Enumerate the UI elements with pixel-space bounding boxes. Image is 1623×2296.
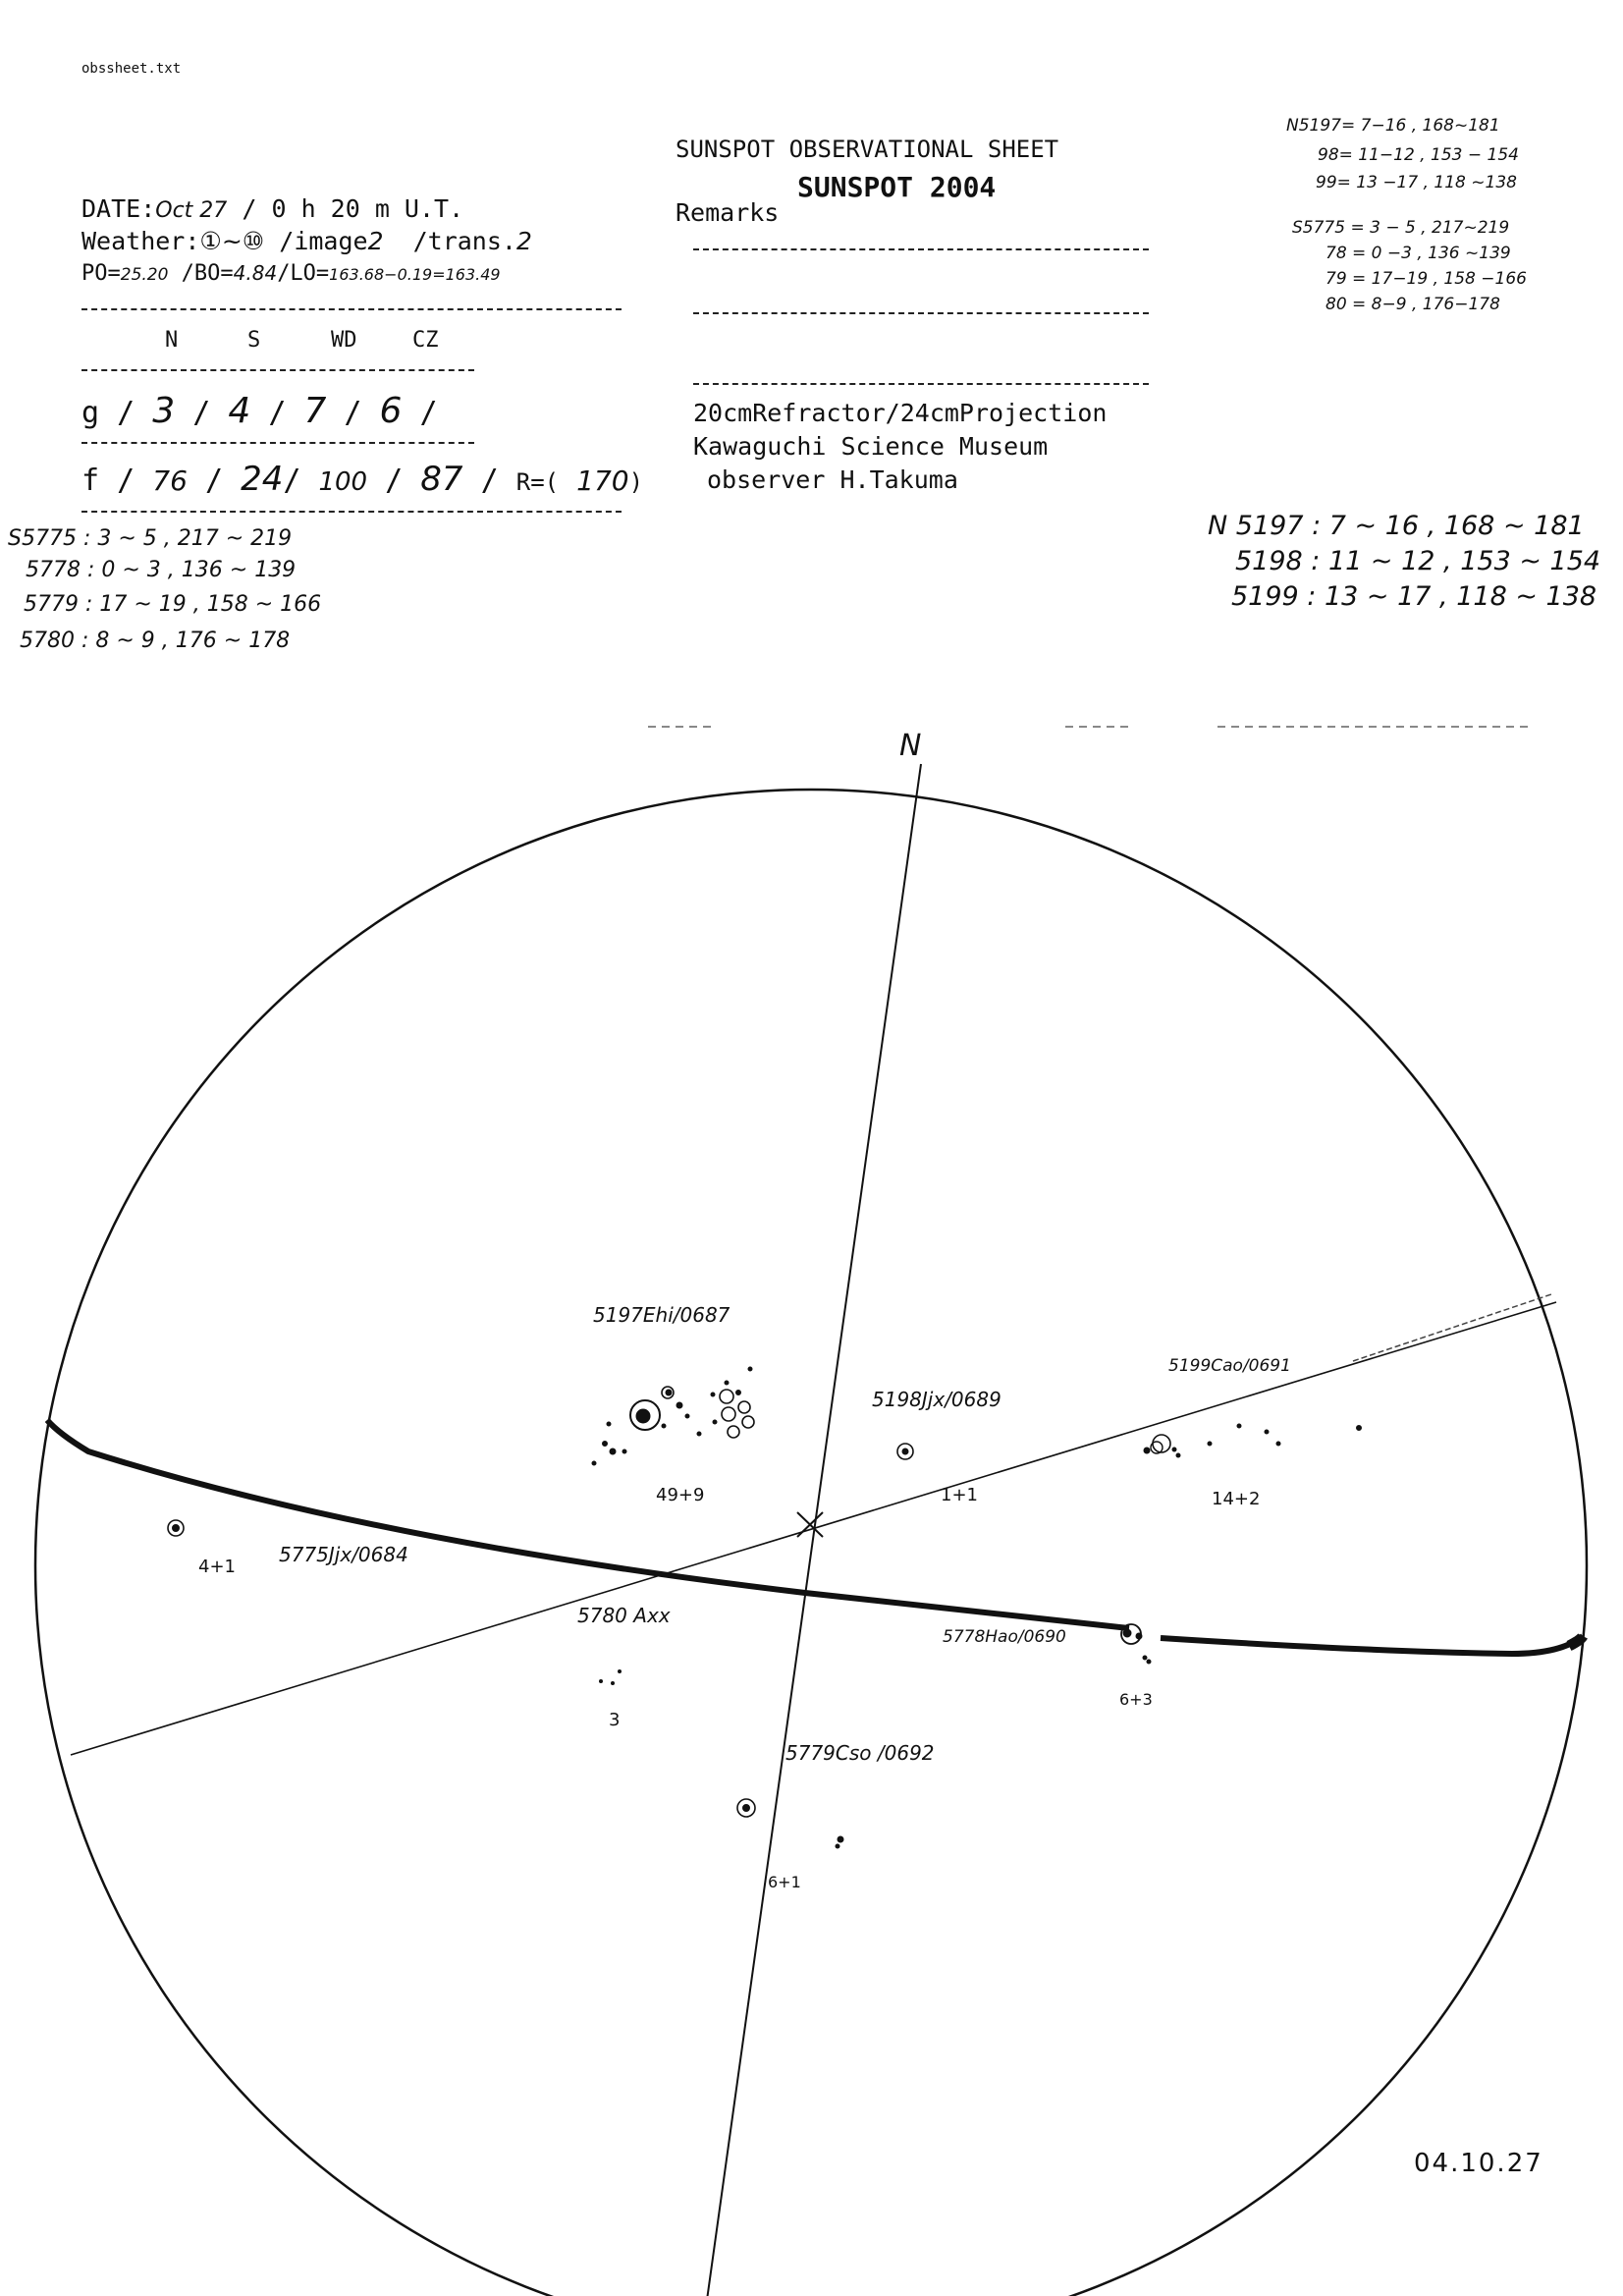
right-large-note: 5199 : 13 ~ 17 , 118 ~ 138 — [1231, 581, 1597, 612]
g-cz: 6 — [379, 391, 403, 431]
group-label: 5778Hao/0690 — [943, 1627, 1066, 1647]
right-small-note: 79 = 17−19 , 158 −166 — [1325, 269, 1527, 289]
group-label: 5199Cao/0691 — [1168, 1356, 1291, 1376]
group-label: 5775Jjx/0684 — [279, 1543, 408, 1566]
right-small-note: 80 = 8−9 , 176−178 — [1325, 295, 1500, 314]
f-s: 24 — [241, 460, 284, 499]
date-prefix: DATE: — [81, 194, 156, 223]
lo-prefix: /LO= — [277, 261, 330, 286]
col-cz: CZ — [412, 328, 439, 353]
bo-prefix: /BO= — [181, 261, 234, 286]
right-large-note: 5198 : 11 ~ 12 , 153 ~ 154 — [1235, 546, 1601, 576]
group-count: 49+9 — [656, 1485, 705, 1505]
footer-date: 04.10.27 — [1414, 2149, 1543, 2178]
right-small-note: S5775 = 3 − 5 , 217~219 — [1292, 218, 1510, 238]
spot-group-5199 — [1144, 1424, 1362, 1457]
time-text: / 0 h 20 m U.T. — [242, 194, 464, 223]
g-label: g — [81, 396, 100, 430]
f-cz: 87 — [420, 460, 463, 499]
left-note: 5779 : 17 ~ 19 , 158 ~ 166 — [24, 592, 322, 617]
ns-axis — [702, 764, 921, 2296]
weather-value: ①~⑩ — [199, 227, 265, 255]
observer: observer H.Takuma — [707, 465, 958, 494]
right-large-note: N 5197 : 7 ~ 16 , 168 ~ 181 — [1208, 511, 1585, 541]
g-row: g / 3 / 4 / 7 / 6 / — [81, 391, 438, 431]
po-prefix: PO= — [81, 261, 121, 286]
spot-group-5778 — [1121, 1624, 1151, 1664]
group-count: 14+2 — [1212, 1489, 1261, 1509]
group-label: 5780 Axx — [577, 1604, 671, 1627]
trans-prefix: /trans. — [412, 227, 516, 255]
group-count: 6+3 — [1119, 1690, 1153, 1709]
date-value: Oct 27 — [155, 198, 228, 223]
right-small-note: 78 = 0 −3 , 136 ~139 — [1325, 244, 1511, 263]
right-small-note: 99= 13 −17 , 118 ~138 — [1316, 173, 1517, 192]
sheet-subtitle: SUNSPOT 2004 — [797, 171, 997, 203]
spot-group-5198 — [897, 1444, 913, 1459]
col-wd: WD — [331, 328, 357, 353]
sheet-title: SUNSPOT OBSERVATIONAL SHEET — [676, 136, 1059, 163]
solar-disk — [35, 790, 1587, 2296]
left-note: 5778 : 0 ~ 3 , 136 ~ 139 — [26, 558, 297, 582]
group-count: 1+1 — [941, 1485, 978, 1505]
po-value: 25.20 — [120, 265, 169, 285]
instrument: 20cmRefractor/24cmProjection — [693, 399, 1108, 427]
spot-group-5779 — [737, 1799, 843, 1848]
spot-group-5197 — [592, 1367, 754, 1465]
left-note: S5775 : 3 ~ 5 , 217 ~ 219 — [8, 526, 293, 551]
r-prefix: R=( — [515, 468, 560, 496]
remarks-label: Remarks — [676, 198, 780, 227]
group-label: 5197Ehi/0687 — [593, 1303, 730, 1327]
f-n: 76 — [152, 465, 188, 497]
group-label: 5779Cso /0692 — [785, 1741, 935, 1765]
equator-line — [1161, 1636, 1583, 1654]
file-name: obssheet.txt — [81, 61, 182, 77]
trans-value: 2 — [515, 227, 532, 255]
g-n: 3 — [152, 391, 176, 431]
col-n: N — [165, 328, 179, 353]
bo-value: 4.84 — [233, 261, 278, 285]
r-value: 170 — [576, 465, 629, 497]
north-label: N — [899, 729, 922, 763]
g-wd: 7 — [303, 391, 327, 431]
right-small-note: N5197= 7−16 , 168~181 — [1286, 116, 1500, 136]
r-suffix: ) — [628, 468, 644, 496]
left-note: 5780 : 8 ~ 9 , 176 ~ 178 — [20, 629, 291, 653]
group-count: 4+1 — [198, 1557, 236, 1577]
spot-group-5780 — [599, 1669, 622, 1685]
image-value: 2 — [367, 227, 384, 255]
group-count: 3 — [609, 1710, 621, 1730]
lo-value: 163.68−0.19=163.49 — [329, 265, 501, 284]
f-row: f / 76 / 24/ 100 / 87 / R=( 170) — [81, 460, 644, 499]
group-label: 5198Jjx/0689 — [872, 1388, 1001, 1411]
weather-prefix: Weather: — [81, 227, 200, 255]
col-s: S — [247, 328, 261, 353]
f-label: f — [81, 464, 100, 498]
g-s: 4 — [228, 391, 251, 431]
image-prefix: /image — [279, 227, 368, 255]
f-wd: 100 — [318, 467, 368, 497]
group-count: 6+1 — [768, 1873, 801, 1891]
place: Kawaguchi Science Museum — [693, 432, 1049, 461]
spot-group-5775 — [168, 1520, 184, 1536]
right-small-note: 98= 11−12 , 153 − 154 — [1318, 145, 1519, 165]
